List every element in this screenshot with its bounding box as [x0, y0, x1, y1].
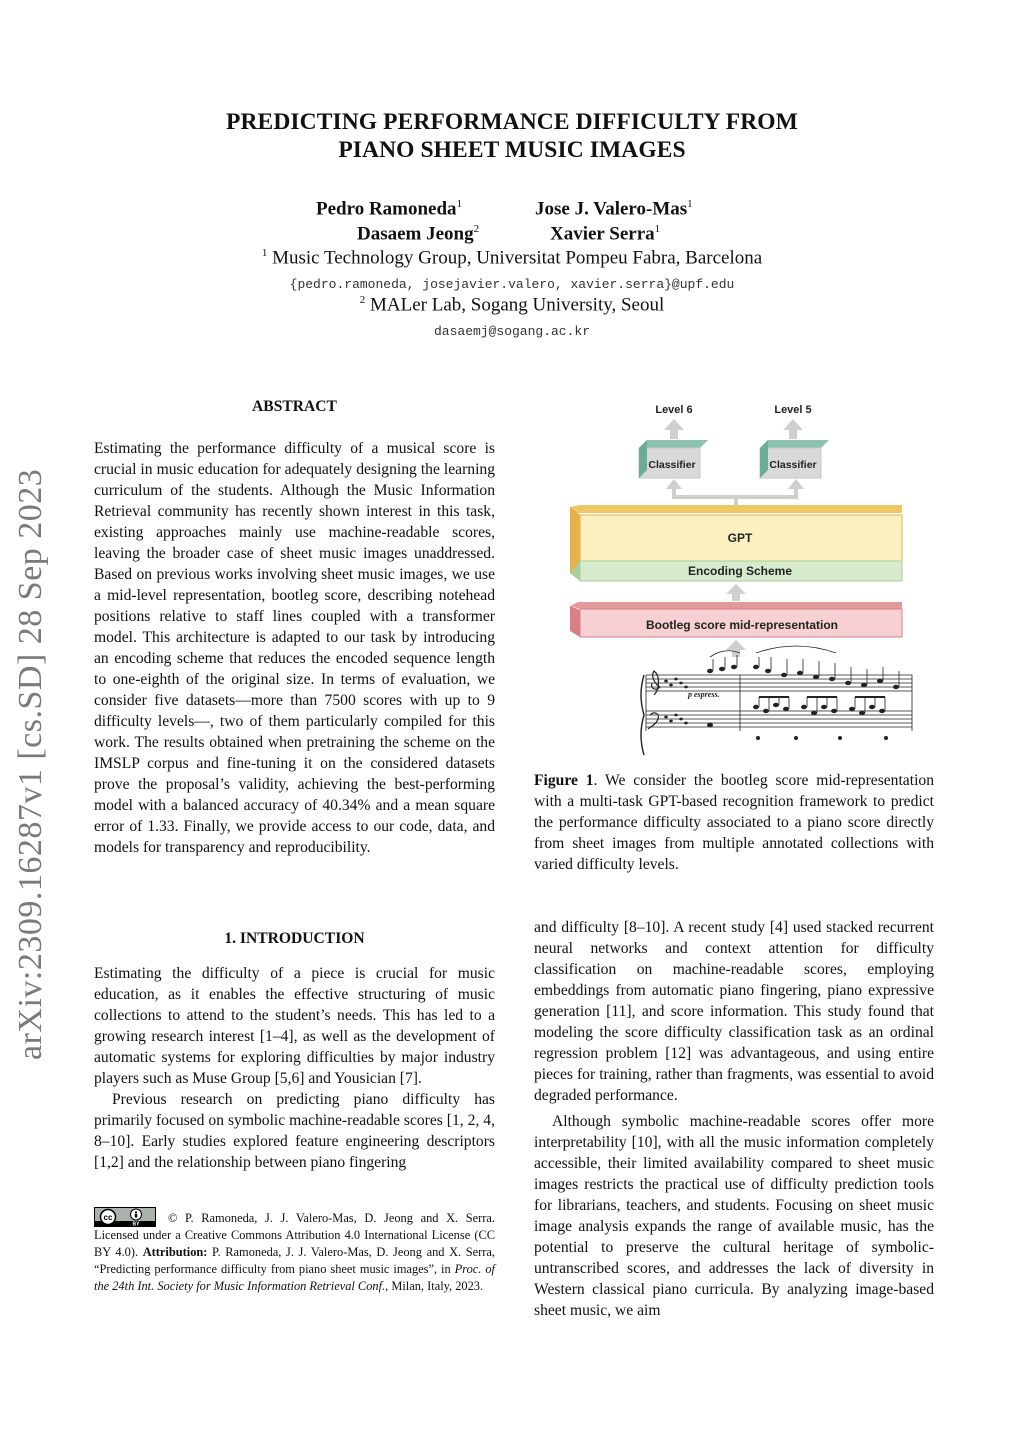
- classifier-right-label: Classifier: [769, 459, 817, 471]
- level-arrows: [664, 419, 803, 439]
- arrow-up-icon: [666, 479, 682, 489]
- key-signature: [664, 678, 688, 725]
- author-1: Pedro Ramoneda$^1$: [316, 198, 463, 220]
- arrow-up-icon: [788, 479, 804, 489]
- intro-paragraph-1: Estimating the difficulty of a piece is crucial for music education, as it enables the effective structuring of music collections to attend to the student’s needs. This has led to a growing research interest [1–4], as well as the development of automatic systems for exploring difficulties by major industry players such as Muse Group [5,6] and Yousician [7].: [94, 965, 495, 1087]
- author-2: Jose J. Valero-Mas$^1$: [535, 198, 693, 220]
- brace: [641, 675, 644, 755]
- intro-paragraph-2: Previous research on predicting piano difficulty has primarily focused on symbolic machine-readable scores [1, 2, 4, 8–10]. Early studies explored feature engineering descriptors [1,2] and the relationship between piano fingering: [94, 1091, 495, 1171]
- figure-1: [560, 395, 940, 765]
- by-badge-text: BY: [132, 1221, 140, 1227]
- right-paragraph-1: and difficulty [8–10]. A recent study [4] used stacked recurrent neural networks and context attention for difficulty classification on machine-readable scores, employing embeddings from automatic piano fingering, piano expressive generation [11], and score information. This study found that modeling the score difficulty classification task as an ordinal regression problem [12] was advantageous, and using entire pieces for training, rather than fragments, was essential to avoid degraded performance.: [534, 919, 934, 1104]
- license-note: © P. Ramoneda, J. J. Valero-Mas, D. Jeong and X. Serra. Licensed under a Creative Commons Attribution 4.0 International License (CC BY 4.0). Attribution: P. Ramoneda, J. J. Valero-Mas, D. Jeong and X. Serra, “Predicting performance difficulty from piano sheet music images”, in Proc. of the 24th Int. Society for Music Information Retrieval Conf., Milan, Italy, 2023.: [94, 1211, 495, 1293]
- bass-staff: [646, 711, 912, 727]
- title-line-1: PREDICTING PERFORMANCE DIFFICULTY FROM: [226, 109, 798, 135]
- right-paragraph-2: Although symbolic machine-readable scores offer more interpretability [10], with all the music information completely accessible, their limited availability compared to sheet music images restricts the practical use of difficulty prediction tools for librarians, teachers, and students. Focusing on sheet music image analysis expands the range of available music, has the potential to preserve the cultural heritage of symbolic-untranscribed scores, and addresses the lack of diversity in Western classical piano curricula. By analyzing image-based sheet music, we aim: [534, 1113, 934, 1319]
- introduction-body: [94, 963, 495, 1173]
- classifier-right-box: [760, 440, 829, 478]
- pedal-marks: [756, 736, 888, 740]
- treble-staff: [646, 675, 912, 691]
- dynamic-marking: p espress.: [688, 690, 720, 699]
- encoding-scheme-label: Encoding Scheme: [687, 564, 793, 578]
- title-line-2: PIANO SHEET MUSIC IMAGES: [338, 137, 686, 163]
- cc-badge-text: cc: [103, 1213, 113, 1222]
- branch-connector: [674, 488, 796, 505]
- email-1: {pedro.ramoneda, josejavier.valero, xavier.serra}@upf.edu: [289, 277, 735, 292]
- paper-title: [140, 108, 884, 164]
- bootleg-block: [570, 602, 902, 637]
- author-4: Xavier Serra$^1$: [550, 223, 661, 245]
- arrow-up-icon: [664, 419, 684, 439]
- author-3: Dasaem Jeong$^2$: [357, 223, 480, 245]
- abstract-heading: ABSTRACT: [252, 398, 337, 415]
- affiliation-2: $^2$ MALer Lab, Sogang University, Seoul: [359, 294, 665, 316]
- treble-stems: [710, 646, 899, 687]
- encoding-scheme-block: [570, 561, 902, 581]
- level-5-label: Level 5: [774, 404, 812, 416]
- abstract-body: [94, 438, 495, 858]
- gpt-label: GPT: [727, 531, 753, 545]
- bootleg-label: Bootleg score mid-representation: [645, 618, 839, 632]
- introduction-heading: 1. INTRODUCTION: [224, 930, 365, 947]
- architecture-diagram: [560, 395, 940, 765]
- arxiv-side-label: arXiv:2309.16287v1 [cs.SD] 28 Sep 2023: [12, 468, 49, 1060]
- classifier-left-box: [639, 440, 708, 478]
- abstract-text: Estimating the performance difficulty of a musical score is crucial in music education for adequately designing the learning curriculum of the students. Although the Music Information Retrieval community has recently shown interest in this task, existing approaches mainly use machine-readable scores, leaving the broader case of sheet music images unaddressed. Based on previous works involving sheet music images, we use a mid-level representation, bootleg score, describing notehead positions relative to staff lines coupled with a transformer model. This architecture is adapted to our task by introducing an encoding scheme that reduces the encoded sequence length to one-eighth of the original size. In terms of evaluation, we consider five datasets—more than 7500 scores with up to 9 difficulty levels—, two of them particularly compiled for this work. The results obtained when pretraining the scheme on the IMSLP corpus and fine-tuning it on the considered datasets prove the proposal’s validity, achieving the best-performing model with a balanced accuracy of 40.34% and a mean square error of 1.33. Finally, we provide access to our code, data, and models for transparency and reproducibility.: [94, 440, 495, 856]
- affiliation-1: $^1$ Music Technology Group, Universitat Pompeu Fabra, Barcelona: [261, 247, 763, 269]
- arrow-up-icon: [783, 419, 803, 439]
- figure-1-caption: Figure 1. We consider the bootleg score mid-representation with a multi-task GPT-based recognition framework to predict the performance difficulty associated to a piano score directly from sheet images from multiple annotated collections with varied difficulty levels.: [534, 772, 934, 873]
- right-column-body: [534, 917, 934, 1321]
- arrow-up-icon: [726, 584, 746, 601]
- arrow-up-icon: [726, 640, 746, 657]
- classifier-left-label: Classifier: [648, 459, 696, 471]
- sheet-music-snippet: [641, 646, 912, 755]
- level-6-label: Level 6: [655, 404, 693, 416]
- email-2: dasaemj@sogang.ac.kr: [433, 324, 591, 339]
